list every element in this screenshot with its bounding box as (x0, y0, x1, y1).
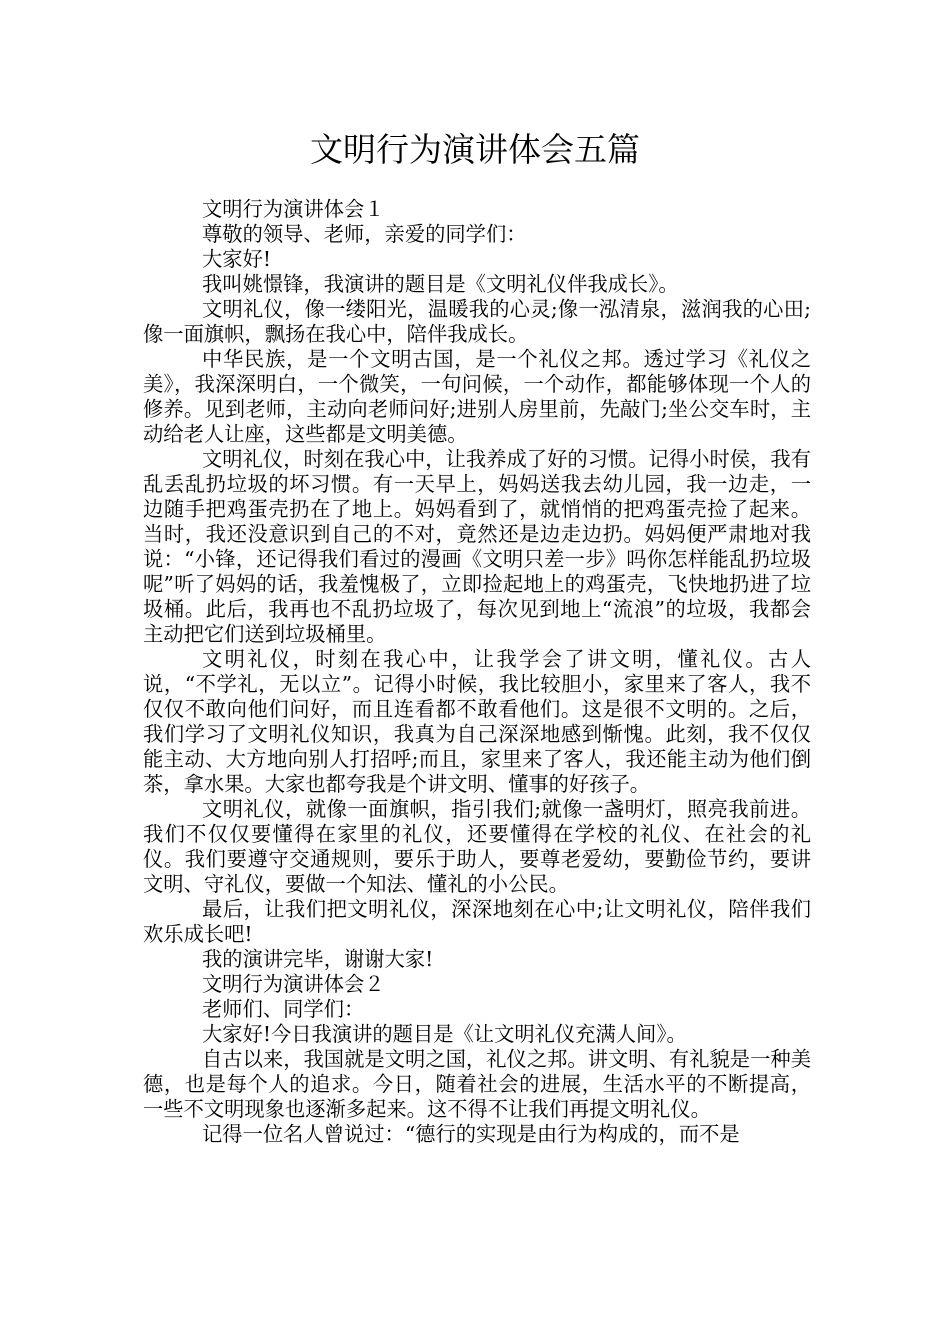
greeting: 大家好! (202, 247, 271, 271)
paragraph: 文明礼仪，时刻在我心中，让我养成了好的习惯。记得小时侯，我有乱丢乱扔垃圾的坏习惯。有一天早上，妈妈送我去幼儿园，我一边走，一边随手把鸡蛋壳扔在了地上。妈妈看到了，就悄悄的把鸡蛋壳捡了起来。当时，我还没意识到自己的不对，竟然还是边走边扔。妈妈便严肃地对我说：“小锋，还记得我们看过的漫画《文明只差一步》吗你怎样能乱扔垃圾呢”听了妈妈的话，我羞愧极了，立即捡起地上的鸡蛋壳，飞快地扔进了垃圾桶。此后，我再也不乱扔垃圾了，每次见到地上“流浪”的垃圾，我都会主动把它们送到垃圾桶里。 (143, 447, 811, 646)
paragraph: 我叫姚憬锋，我演讲的题目是《文明礼仪伴我成长》。 (202, 272, 679, 296)
paragraph: 最后，让我们把文明礼仪，深深地刻在心中;让文明礼仪，陪伴我们欢乐成长吧! (143, 897, 811, 946)
document-title: 文明行为演讲体会五篇 (310, 130, 640, 169)
closing: 我的演讲完毕，谢谢大家! (202, 947, 434, 971)
paragraph: 文明礼仪，像一缕阳光，温暖我的心灵;像一泓清泉，滋润我的心田;像一面旗帜，飘扬在我心中，陪伴我成长。 (143, 297, 811, 346)
paragraph: 中华民族，是一个文明古国，是一个礼仪之邦。透过学习《礼仪之美》，我深深明白，一个微笑，一句问候，一个动作，都能够体现一个人的修养。见到老师，主动向老师问好;进别人房里前，先敲门;坐公交车时，主动给老人让座，这些都是文明美德。 (143, 347, 811, 446)
paragraph: 自古以来，我国就是文明之国，礼仪之邦。讲文明、有礼貌是一种美德，也是每个人的追求。今日，随着社会的进展，生活水平的不断提高，一些不文明现象也逐渐多起来。这不得不让我们再提文明礼仪。 (143, 1047, 811, 1121)
salutation: 老师们、同学们： (202, 997, 365, 1021)
paragraph: 大家好!今日我演讲的题目是《让文明礼仪充满人间》。 (202, 1022, 687, 1046)
section-heading: 文明行为演讲体会２ (202, 972, 385, 996)
document-body (143, 197, 811, 1147)
section-heading: 文明行为演讲体会１ (202, 197, 385, 221)
paragraph: 记得一位名人曾说过：“德行的实现是由行为构成的，而不是 (202, 1122, 740, 1146)
paragraph: 文明礼仪，时刻在我心中，让我学会了讲文明，懂礼仪。古人说，“不学礼，无以立”。记得小时候，我比较胆小，家里来了客人，我不仅仅不敢向他们问好，而且连看都不敢看他们。这是很不文明的。之后，我们学习了文明礼仪知识，我真为自己深深地感到惭愧。此刻，我不仅仅能主动、大方地向别人打招呼;而且，家里来了客人，我还能主动为他们倒茶，拿水果。大家也都夸我是个讲文明、懂事的好孩子。 (143, 647, 811, 796)
paragraph: 文明礼仪，就像一面旗帜，指引我们;就像一盏明灯，照亮我前进。我们不仅仅要懂得在家里的礼仪，还要懂得在学校的礼仪、在社会的礼仪。我们要遵守交通规则，要乐于助人，要尊老爱幼，要勤俭节约，要讲文明、守礼仪，要做一个知法、懂礼的小公民。 (143, 797, 811, 896)
salutation: 尊敬的领导、老师，亲爱的同学们： (202, 222, 527, 246)
